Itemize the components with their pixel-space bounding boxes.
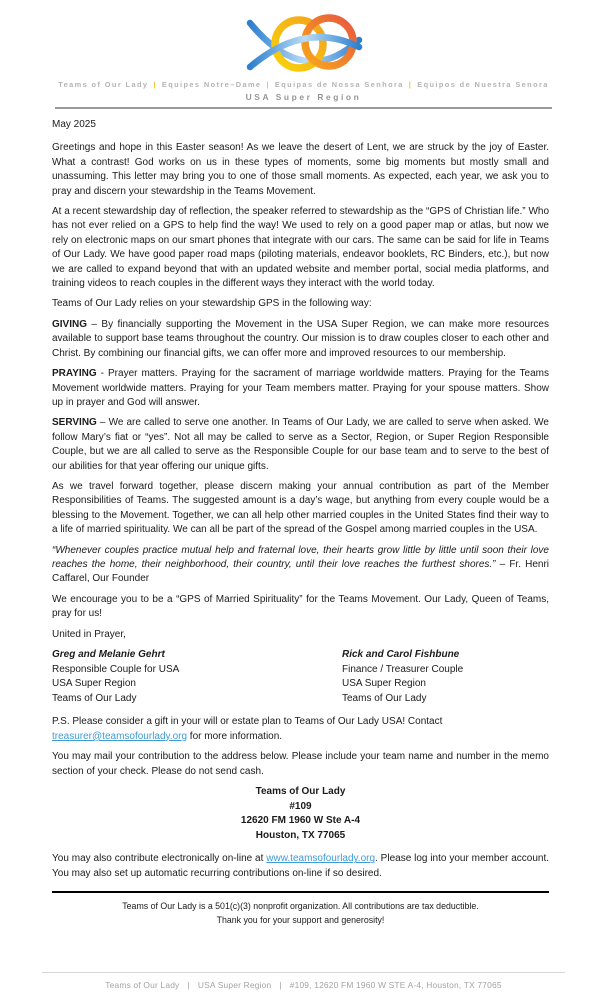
footer-org: Teams of Our Lady — [105, 980, 180, 990]
signatory-region: USA Super Region — [52, 678, 136, 690]
pipe-separator: | — [187, 980, 190, 990]
website-link[interactable]: www.teamsofourlady.org — [266, 853, 376, 865]
electronic-text-before: You may also contribute electronically on-line at — [52, 853, 267, 865]
signatory-org: Teams of Our Lady — [342, 692, 427, 704]
giving-text: – By financially supporting the Movement in the USA Super Region, we can make more resources available to support base teams throughout the country. Our mission is to draw couples closer to each other and Christ. By combining our financial gifts, we can offer more and improved resources to our membership. — [52, 318, 549, 359]
serving-text: – We are called to serve one another. In Teams of Our Lady, we are called to serve when asked. We follow Mary’s fiat or “yes”. Not all may be called to serve as a Sector, Region, or Super Region Responsible Couple, but we are all called to serve as the Responsible Couple for our base team and to serve to the best of our abilities for that year offering our unique gifts. — [52, 417, 549, 472]
region-title: USA Super Region — [245, 92, 362, 102]
pipe-separator: | — [153, 80, 157, 89]
footer-address: #109, 12620 FM 1960 W STE A-4, Houston, TX 77065 — [289, 980, 502, 990]
paragraph-praying — [52, 367, 549, 410]
paragraph-relies: Teams of Our Lady relies on your stewardship GPS in the following way: — [52, 298, 372, 310]
paragraph-travel: As we travel forward together, please discern making your annual contribution as part of the Member Responsibilities of Teams. The suggested amount is a day’s wage, but anything from every couple would be a blessing to the Movement. Together, we can all help other married couples in the United States find their way to a life of married spirituality. We can all be part of the spread of the Gospel among married couples in the USA. — [52, 480, 549, 536]
paragraph-serving — [52, 416, 549, 474]
org-name-spanish: Equipos de Nuestra Senora — [417, 80, 549, 89]
org-name-french: Equipes Notre–Dame — [161, 80, 262, 89]
page-footer — [0, 972, 607, 990]
mailing-address-block — [52, 785, 549, 843]
signatory-role: Finance / Treasurer Couple — [342, 663, 464, 675]
paragraph-gps: At a recent stewardship day of reflection, the speaker referred to stewardship as the “GPS of Christian life.” Who has not ever relied on a GPS to help find the way! We used to rely on a good paper map or atlas, but now we rely on electronic maps on our smart phones that integrate with our cars. The same can be said for life in Teams of Our Lady. We have good paper road maps (piloting materials, endeavor booklets, RC Binders, etc.), but now we are called to expand beyond that with an updated website and member portal, social media platforms, and training videos to reach couples in the different ways they interact with the world today. — [52, 206, 549, 290]
quote-attribution: – Fr. Henri Caffarel, Our Founder — [52, 558, 549, 585]
divider-thick — [52, 891, 549, 893]
organization-names — [0, 80, 607, 89]
paragraph-ps — [52, 715, 549, 744]
signature-right — [342, 648, 463, 706]
pipe-separator: | — [279, 980, 282, 990]
tax-notice-line1: Teams of Our Lady is a 501(c)(3) nonprofit organization. All contributions are tax deductible. — [122, 901, 479, 912]
paragraph-encourage: We encourage you to be a “GPS of Married Spirituality” for the Teams Movement. Our Lady, Queen of Teams, pray for us! — [52, 593, 549, 620]
ps-text-after: for more information. — [187, 730, 283, 742]
teams-of-our-lady-logo-icon — [0, 10, 607, 76]
signatory-region: USA Super Region — [342, 678, 426, 690]
tax-notice — [52, 900, 549, 927]
footer-text — [0, 980, 607, 990]
signature-left — [52, 648, 342, 706]
praying-text: - Prayer matters. Praying for the sacrament of marriage worldwide matters. Praying for the Teams Movement worldwide matters. Praying for your Team members matter. Praying for your spouse matters. Show up in prayer and God will answer. — [52, 368, 549, 408]
tax-notice-line2: Thank you for your support and generosity! — [216, 914, 385, 925]
paragraph-greeting: Greetings and hope in this Easter season! As we leave the desert of Lent, we are struck by the joy of Easter. What a contrast! God works on us in these types of moments, some big moments but mostly small and unassuming. This letter may bring you to one of those small moments. As expected, each year, we ask you to pray and discern your stewardship in the Teams Movement. — [52, 142, 549, 197]
ps-text-before: P.S. Please consider a gift in your will or estate plan to Teams of Our Lady USA! Contact — [52, 716, 443, 728]
letter-date: May 2025 — [52, 119, 96, 130]
signatory-name: Rick and Carol Fishbune — [342, 649, 460, 660]
paragraph-mail: You may mail your contribution to the address below. Please include your team name and number in the memo section of your check. Please do not send cash. — [52, 751, 549, 777]
footer-region: USA Super Region — [197, 980, 272, 990]
pipe-separator: | — [408, 80, 413, 89]
letterhead — [0, 0, 607, 109]
signatory-org: Teams of Our Lady — [52, 692, 137, 704]
praying-lead: PRAYING — [52, 368, 97, 380]
treasurer-email-link[interactable]: treasurer@teamsofourlady.org — [52, 730, 188, 742]
electronic-text-after: . Please log into your member account. You may also set up automatic recurring contributions on-line if so desired. — [52, 853, 549, 879]
paragraph-closing: United in Prayer, — [52, 628, 126, 640]
signatory-role: Responsible Couple for USA — [52, 663, 180, 675]
paragraph-quote — [52, 544, 549, 587]
letter-body — [52, 118, 549, 927]
org-name-portuguese: Equipas de Nossa Senhora — [274, 80, 404, 89]
footer-divider — [42, 972, 565, 973]
quote-text: “Whenever couples practice mutual help and fraternal love, their hearts grow little by little until soon their love reaches the home, their neighborhood, their country, until their love reaches the furthest shores.” — [52, 544, 549, 570]
address-line-street: 12620 FM 1960 W Ste A-4 — [240, 815, 361, 827]
paragraph-electronic — [52, 852, 549, 881]
signatory-name: Greg and Melanie Gehrt — [52, 649, 165, 660]
pipe-separator: | — [266, 80, 270, 89]
header-divider — [55, 107, 552, 109]
paragraph-giving — [52, 318, 549, 361]
address-line-org: Teams of Our Lady — [255, 786, 346, 797]
giving-lead: GIVING — [52, 318, 88, 330]
address-line-number: #109 — [289, 800, 312, 812]
serving-lead: SERVING — [52, 417, 97, 429]
signature-block — [52, 648, 549, 706]
address-line-city: Houston, TX 77065 — [255, 829, 346, 841]
org-name-english: Teams of Our Lady — [58, 80, 149, 89]
